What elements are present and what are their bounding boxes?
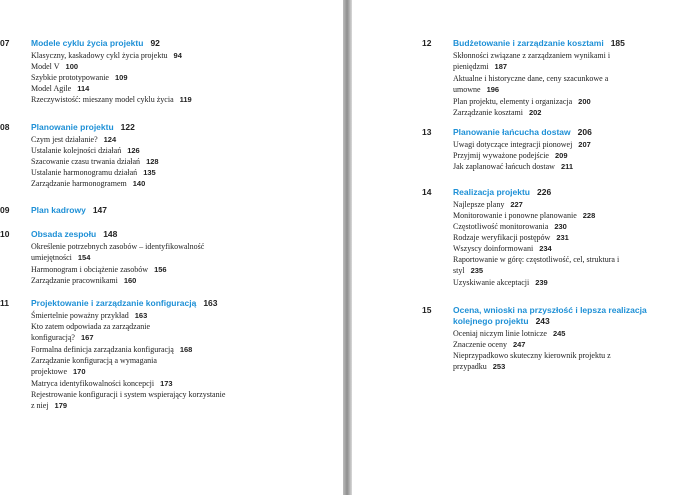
chapter-number: 10 xyxy=(0,229,10,239)
toc-entry[interactable]: Znaczenie oceny 247 xyxy=(453,340,526,349)
toc-entry[interactable]: Matryca identyfikowalności koncepcji 173 xyxy=(31,379,173,388)
chapter-number: 08 xyxy=(0,122,10,132)
toc-chapter-11 xyxy=(0,298,260,412)
toc-entry[interactable]: Plan projektu, elementy i organizacja 200 xyxy=(453,97,591,106)
toc-entry[interactable]: Uwagi dotyczące integracji pionowej 207 xyxy=(453,140,591,149)
toc-entry[interactable]: Zarządzanie konfiguracją a wymagania projektowe 170 xyxy=(31,356,157,376)
chapter-title[interactable]: Projektowanie i zarządzanie konfiguracją 163 xyxy=(31,298,218,308)
toc-chapter-13 xyxy=(422,127,662,172)
toc-chapter-14 xyxy=(422,187,662,288)
chapter-page: 243 xyxy=(535,316,550,326)
toc-chapter-10 xyxy=(0,229,260,286)
toc-entry[interactable]: Nieprzypadkowo skuteczny kierownik projektu z przypadku 253 xyxy=(453,351,611,371)
chapter-number: 09 xyxy=(0,205,10,215)
toc-chapter-15 xyxy=(422,305,662,373)
chapter-title[interactable]: Obsada zespołu 148 xyxy=(31,229,118,239)
toc-entry[interactable]: Uzyskiwanie akceptacji 239 xyxy=(453,278,548,287)
toc-entry[interactable]: Rzeczywistość: mieszany model cyklu życia 119 xyxy=(31,95,192,104)
toc-entry[interactable]: Model V 100 xyxy=(31,62,79,71)
toc-entry[interactable]: Ustalanie kolejności działań 126 xyxy=(31,146,140,155)
chapter-page: 163 xyxy=(203,298,218,308)
toc-entry[interactable]: Oceniaj niczym linie lotnicze 245 xyxy=(453,329,566,338)
chapter-number: 07 xyxy=(0,38,10,48)
chapter-number: 12 xyxy=(422,38,432,48)
toc-entry[interactable]: Zarządzanie harmonogramem 140 xyxy=(31,179,146,188)
chapter-page: 206 xyxy=(577,127,592,137)
toc-entry[interactable]: Przyjmij wyważone podejście 209 xyxy=(453,151,568,160)
toc-entry[interactable]: Czym jest działanie? 124 xyxy=(31,135,117,144)
chapter-title[interactable]: Planowanie łańcucha dostaw 206 xyxy=(453,127,592,137)
toc-chapter-09 xyxy=(0,205,260,216)
toc-entry[interactable]: Harmonogram i obciążenie zasobów 156 xyxy=(31,265,167,274)
toc-chapter-12 xyxy=(422,38,662,118)
chapter-number: 11 xyxy=(0,298,9,308)
chapter-number: 15 xyxy=(422,305,432,315)
toc-entry[interactable]: Klasyczny, kaskadowy cykl życia projektu 94 xyxy=(31,51,182,60)
toc-entry[interactable]: Ustalanie harmonogramu działań 135 xyxy=(31,168,156,177)
toc-entry[interactable]: Formalna definicja zarządzania konfiguracją 168 xyxy=(31,345,193,354)
chapter-title[interactable]: Planowanie projektu 122 xyxy=(31,122,135,132)
toc-entry[interactable]: Śmiertelnie poważny przykład 163 xyxy=(31,311,148,320)
chapter-title[interactable]: Budżetowanie i zarządzanie kosztami 185 xyxy=(453,38,625,48)
toc-entry[interactable]: Określenie potrzebnych zasobów – identyfikowalność umiejętności 154 xyxy=(31,242,205,262)
chapter-page: 185 xyxy=(610,38,625,48)
toc-entry[interactable]: Rodzaje weryfikacji postępów 231 xyxy=(453,233,569,242)
toc-chapter-08 xyxy=(0,122,260,189)
chapter-page: 148 xyxy=(103,229,118,239)
toc-entry[interactable]: Częstotliwość monitorowania 230 xyxy=(453,222,567,231)
chapter-title[interactable]: Ocena, wnioski na przyszłość i lepsza realizacja kolejnego projektu 243 xyxy=(453,305,647,326)
toc-entry[interactable]: Model Agile 114 xyxy=(31,84,90,93)
toc-entry[interactable]: Szybkie prototypowanie 109 xyxy=(31,73,128,82)
toc-entry[interactable]: Raportowanie w górę: częstotliwość, cel, struktura i styl 235 xyxy=(453,255,620,275)
toc-entry[interactable]: Skłonności związane z zarządzaniem wynikami i pieniędzmi 187 xyxy=(453,51,611,71)
chapter-page: 147 xyxy=(92,205,107,215)
chapter-page: 226 xyxy=(537,187,552,197)
chapter-title[interactable]: Plan kadrowy 147 xyxy=(31,205,107,215)
toc-entry[interactable]: Zarządzanie pracownikami 160 xyxy=(31,276,137,285)
toc-entry[interactable]: Szacowanie czasu trwania działań 128 xyxy=(31,157,159,166)
toc-entry[interactable]: Najlepsze plany 227 xyxy=(453,200,523,209)
chapter-number: 14 xyxy=(422,187,432,197)
book-gutter xyxy=(343,0,352,495)
toc-chapter-07 xyxy=(0,38,260,105)
toc-entry[interactable]: Kto zatem odpowiada za zarządzanie konfiguracją? 167 xyxy=(31,322,151,342)
chapter-number: 13 xyxy=(422,127,432,137)
toc-entry[interactable]: Rejestrowanie konfiguracji i system wspierający korzystanie z niej 179 xyxy=(31,390,226,410)
chapter-page: 92 xyxy=(150,38,160,48)
toc-entry[interactable]: Zarządzanie kosztami 202 xyxy=(453,108,542,117)
toc-entry[interactable]: Jak zaplanować łańcuch dostaw 211 xyxy=(453,162,574,171)
chapter-page: 122 xyxy=(120,122,135,132)
chapter-title[interactable]: Modele cyklu życia projektu 92 xyxy=(31,38,160,48)
toc-entry[interactable]: Monitorowanie i ponowne planowanie 228 xyxy=(453,211,596,220)
chapter-title[interactable]: Realizacja projektu 226 xyxy=(453,187,552,197)
toc-entry[interactable]: Aktualne i historyczne dane, ceny szacunkowe a umowne 196 xyxy=(453,74,609,94)
toc-entry[interactable]: Wszyscy doinformowani 234 xyxy=(453,244,552,253)
